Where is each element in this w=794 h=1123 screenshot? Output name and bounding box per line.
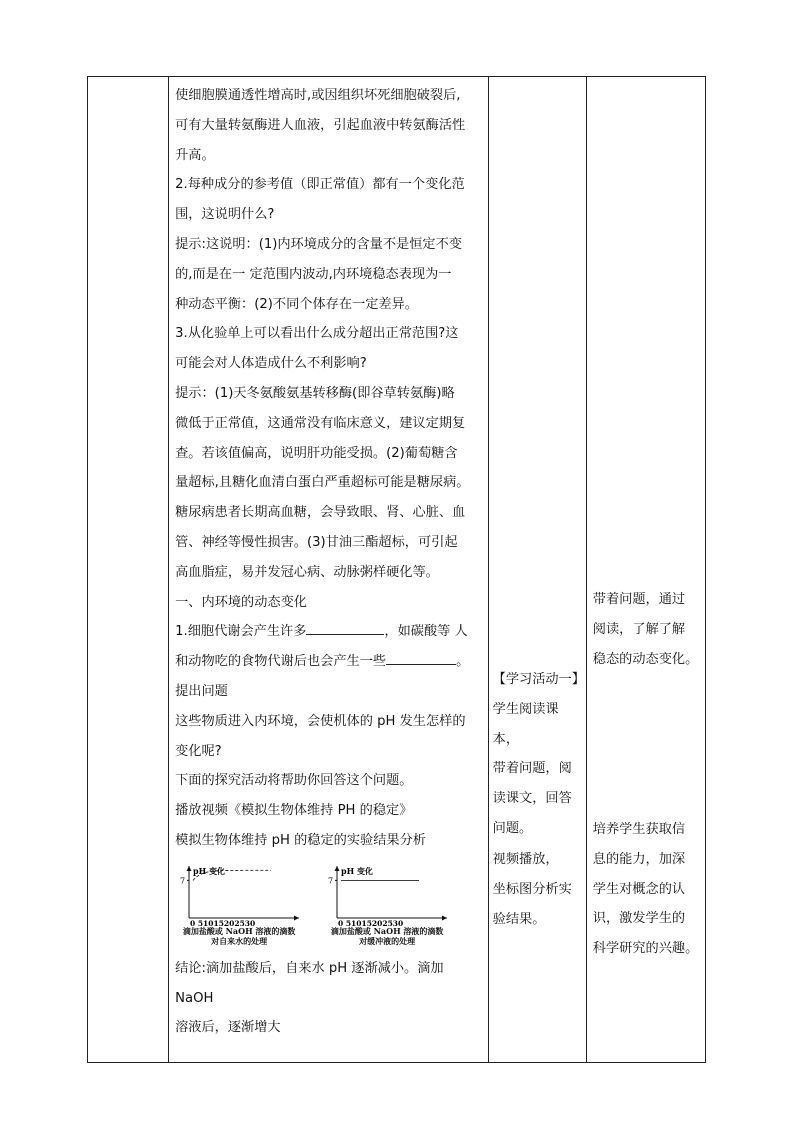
activity-line: 读课文，回答 [492,791,572,807]
activity-line: 问题。 [492,820,533,836]
text-line: 查。若该值偏高，说明肝功能受损。(2)葡萄糖含 [175,445,458,461]
buffer-chart [323,862,451,946]
text-line: 使细胞膜通透性增高时,或因组织坏死细胞破裂后, [175,88,461,103]
text-line: 可能会对人体造成什么不利影响? [175,356,367,372]
text-line: 高血脂症，易并发冠心病、动脉粥样硬化等。 [175,564,439,580]
intent-block-1 [593,585,703,674]
video-line: 坐标图分析实 [492,881,572,897]
text-line: 的,而是在一 定范围内波动,内环境稳态表现为一 [175,266,452,282]
text-line: 提示:这说明：(1)内环境成分的含量不是恒定不变 [175,236,462,252]
y-axis-label: pH 变化 [341,865,374,876]
y-tick-label: 7 [328,876,334,886]
content-column-cell [169,77,489,1063]
y-axis-arrow [187,866,192,871]
video-line: 视频播放， [492,852,559,867]
activity-line: 学生阅读课本， [492,701,559,747]
x-axis-arrow [294,915,299,920]
intent-line: 培养学生获取信 [592,822,686,837]
fill-text: 。 [456,654,470,670]
activity-column-cell [488,77,586,1063]
activity-line: 带着问题，阅 [492,761,572,777]
blank-column-cell [88,77,169,1063]
fill-text: 和动物吃的食物代谢后也会产生一些 [175,654,387,670]
text-line: 围，这说明什么? [175,207,275,223]
intent-line: 息的能力，加深 [592,851,686,867]
text-line: 提出问题 [175,683,228,699]
text-line: 量超标,且糖化血清白蛋白严重超标可能是糖尿病。 [175,475,470,491]
text-line: 3.从化验单上可以看出什么成分超出正常范围?这 [175,326,459,342]
blank-answer-line [386,650,456,665]
lesson-table [87,76,706,1063]
blank-answer-line [306,620,384,635]
x-axis-arrow [442,915,447,920]
intent-line: 识，激发学生的 [592,911,686,927]
ph-charts [175,856,483,954]
text-line: 糖尿病患者长期高血糖，会导致眼、肾、心脏、血 [175,505,466,521]
text-line: 种动态平衡：(2)不同个体存在一定差异。 [175,296,418,312]
section-heading: 一、内环境的动态变化 [175,594,307,610]
text-line: 升高。 [175,147,215,163]
intent-line: 阅读，了解了解 [592,621,686,637]
video-line: 验结果。 [492,911,546,927]
text-line: 播放视频《模拟生物体维持 PH 的稳定》 [175,803,413,819]
text-line: 下面的探究活动将帮助你回答这个问题。 [175,773,413,789]
text-line: 这些物质进入内环境，会使机体的 pH 发生怎样的 [175,713,466,729]
fill-in-line [175,647,483,677]
intent-line: 科学研究的兴趣。 [592,941,699,957]
video-block [493,845,585,934]
text-line: 变化呢? [175,743,222,759]
text-line: 2.每种成分的参考值（即正常值）都有一个变化范 [175,177,465,193]
chart-caption: 对缓冲液的处理 [359,935,416,946]
text-line: 模拟生物体维持 pH 的稳定的实验结果分析 [175,832,426,848]
activity-block [493,665,585,844]
fill-text: ，如碳酸等 人 [384,624,468,640]
tap-water-chart-plot [175,862,303,926]
x-tick-labels: 0 51015202530 [190,918,256,926]
conclusion-line: 结论:滴加盐酸后，自来水 pH 逐渐减小。滴加 NaOH [175,960,444,1006]
buffer-chart-plot [323,862,451,926]
text-line: 管、神经等慢性损害。(3)甘油三酯超标，可引起 [175,534,458,550]
conclusion-line: 溶液后，逐渐增大 [175,1020,281,1036]
y-axis-label: pH 变化 [193,865,226,876]
text-line: 提示：(1)天冬氨酸氨基转移酶(即谷草转氨酶)略 [175,385,455,401]
chart-xlabel: 滴加盐酸或 NaOH 溶液的滴数 [330,925,444,936]
fill-in-line [175,617,483,647]
text-line: 可有大量转氨酶进人血液，引起血液中转氨酶活性 [175,117,466,133]
activity-heading: 【学习活动一】 [492,672,585,687]
intent-line: 稳态的动态变化。 [592,651,699,667]
content-text [175,81,483,1043]
chart-xlabel: 滴加盐酸或 NaOH 溶液的滴数 [182,925,296,936]
intent-column-cell [586,77,705,1063]
tap-water-chart [175,862,303,946]
intent-line: 带着问题，通过 [592,592,686,607]
text-line: 微低于正常值，这通常没有临床意义，建议定期复 [175,415,466,431]
fill-text: 1.细胞代谢会产生许多 [175,624,307,640]
y-tick-label: 7 [180,876,186,886]
y-axis-arrow [335,866,340,871]
intent-line: 学生对概念的认 [592,881,686,897]
chart-caption: 对自来水的处理 [211,935,268,946]
x-tick-labels: 0 51015202530 [338,918,404,926]
intent-block-2 [593,815,703,964]
